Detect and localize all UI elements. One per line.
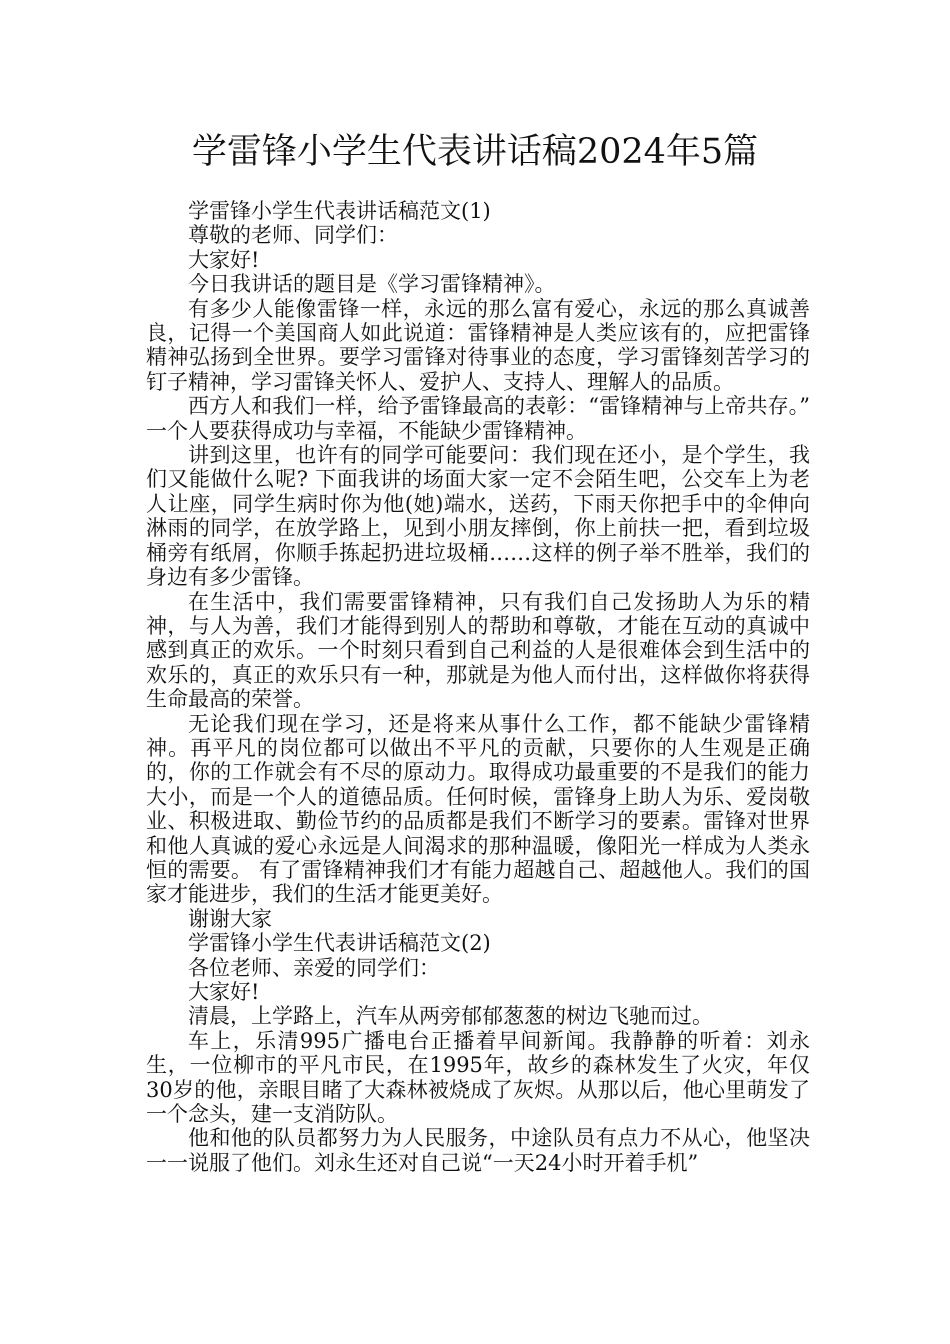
salutation: 各位老师、亲爱的同学们：: [188, 955, 440, 980]
greeting: 大家好!: [188, 980, 260, 1004]
body-paragraph: 今日我讲话的题目是《学习雷锋精神》。: [188, 272, 556, 297]
closing-line: 谢谢大家: [188, 906, 272, 931]
body-paragraph: 西方人和我们一样，给予雷锋最高的表彰：“雷锋精神与上帝共存。” 一个人要获得成功与幸福，不能缺少雷锋精神。: [146, 394, 810, 443]
body-paragraph: 无论我们现在学习，还是将来从事什么工作，都不能缺少雷锋精神。再平凡的岗位都可以做出不平凡的贡献，只要你的人生观是正确的，你的工作就会有不尽的原动力。取得成功最重要的不是我们的能力大小，而是一个人的道德品质。任何时候，雷锋身上助人为乐、爱岗敬业、积极进取、勤俭节约的品质都是我们不断学习的要素。雷锋对世界和他人真诚的爱心永远是人间渴求的那种温暖，像阳光一样成为人类永恒的需要。 有了雷锋精神我们才有能力超越自己、超越他人。我们的国家才能进步，我们的生活才能更美好。: [146, 711, 810, 907]
body-paragraph: 有多少人能像雷锋一样，永远的那么富有爱心，永远的那么真诚善良，记得一个美国商人如此说道：雷锋精神是人类应该有的，应把雷锋精神弘扬到全世界。要学习雷锋对待事业的态度，学习雷锋刻苦学习的钉子精神，学习雷锋关怀人、爱护人、支持人、理解人的品质。: [146, 296, 810, 394]
document-body: [146, 199, 810, 1175]
section-heading-1: 学雷锋小学生代表讲话稿范文(1): [188, 199, 491, 223]
salutation: 尊敬的老师、同学们：: [188, 223, 398, 248]
section-heading-2: 学雷锋小学生代表讲话稿范文(2): [188, 931, 491, 956]
body-paragraph: 车上，乐清995广播电台正播着早间新闻。我静静的听着：刘永生，一位柳市的平凡市民，在1995年，故乡的森林发生了火灾，年仅30岁的他，亲眼目睹了大森林被烧成了灰烬。从那以后，他心里萌发了一个念头，建一支消防队。: [146, 1028, 810, 1127]
body-paragraph: 讲到这里，也许有的同学可能要问：我们现在还小，是个学生，我们又能做什么呢? 下面我讲的场面大家一定不会陌生吧，公交车上为老人让座，同学生病时你为他(她)端水，送药，下雨天你把手中的伞伸向淋雨的同学，在放学路上，见到小朋友摔倒，你上前扶一把，看到垃圾桶旁有纸屑，你顺手拣起扔进垃圾桶……这样的例子举不胜举，我们的身边有多少雷锋。: [146, 443, 810, 590]
body-paragraph: 清晨，上学路上，汽车从两旁郁郁葱葱的树边飞驰而过。: [188, 1004, 713, 1029]
body-paragraph: 他和他的队员都努力为人民服务，中途队员有点力不从心，他坚决一一说服了他们。刘永生还对自己说“一天24小时开着手机”: [146, 1126, 810, 1175]
greeting: 大家好!: [188, 247, 260, 272]
document-title: 学雷锋小学生代表讲话稿2024年5篇: [191, 132, 759, 172]
body-paragraph: 在生活中，我们需要雷锋精神，只有我们自己发扬助人为乐的精神，与人为善，我们才能得到别人的帮助和尊敬，才能在互动的真诚中感到真正的欢乐。一个时刻只看到自己利益的人是很难体会到生活中的欢乐的，真正的欢乐只有一种，那就是为他人而付出，这样做你将获得生命最高的荣誉。: [146, 589, 810, 712]
